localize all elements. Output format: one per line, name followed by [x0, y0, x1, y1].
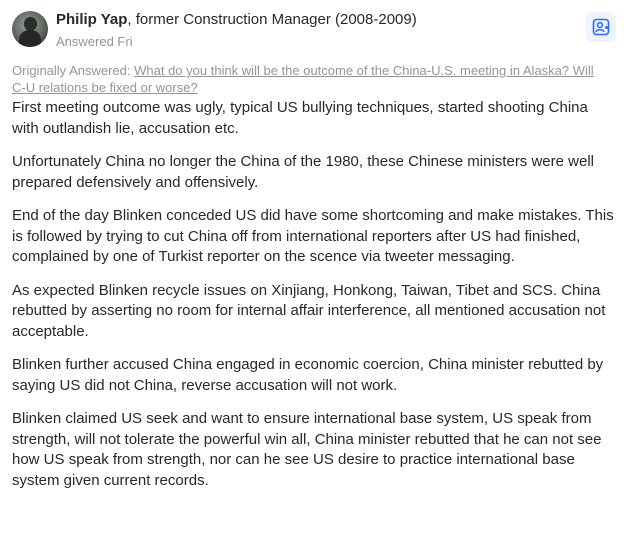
author-credential[interactable]: , former Construction Manager (2008-2009) [127, 11, 417, 28]
answered-date[interactable]: Answered Fri [56, 34, 133, 49]
answer-header [12, 10, 628, 56]
originally-answered [12, 62, 628, 96]
author-name[interactable]: Philip Yap [56, 11, 128, 28]
answer-content [12, 98, 628, 491]
avatar[interactable] [12, 11, 48, 47]
original-question-link[interactable]: What do you think will be the outcome of the China-U.S. meeting in Alaska? Will C-U relations be fixed or worse? [12, 63, 594, 95]
answer-paragraph: End of the day Blinken conceded US did have some shortcoming and make mistakes. This is followed by trying to cut China off from international reporters after US had finished, complained by one of Turkist reporter on the scence via tweeter messaging. [12, 207, 614, 265]
answer-paragraph: Blinken further accused China engaged in economic coercion, China minister rebutted by saying US did not China, reverse accusation will not work. [12, 356, 604, 394]
follow-button[interactable] [586, 12, 616, 42]
originally-answered-prefix: Originally Answered: [12, 63, 135, 78]
answer-paragraph: First meeting outcome was ugly, typical US bullying techniques, started shooting China with outlandish lie, accusation etc. [12, 99, 588, 137]
answer-paragraph: Blinken claimed US seek and want to ensure international base system, US speak from strength, will not tolerate the powerful win all, China minister rebutted that he can not see how US speak from strength, nor can he see US desire to practice international base system given current records. [12, 410, 602, 489]
answer-paragraph: As expected Blinken recycle issues on Xinjiang, Honkong, Taiwan, Tibet and SCS. China rebutted by asserting no room for internal affair interference, all mentioned accusation not acceptable. [12, 281, 606, 340]
add-person-icon [592, 18, 610, 36]
answer-paragraph: Unfortunately China no longer the China of the 1980, these Chinese ministers were well prepared defensively and offensively. [12, 153, 594, 191]
author-meta [56, 10, 417, 52]
author-line [56, 10, 417, 30]
